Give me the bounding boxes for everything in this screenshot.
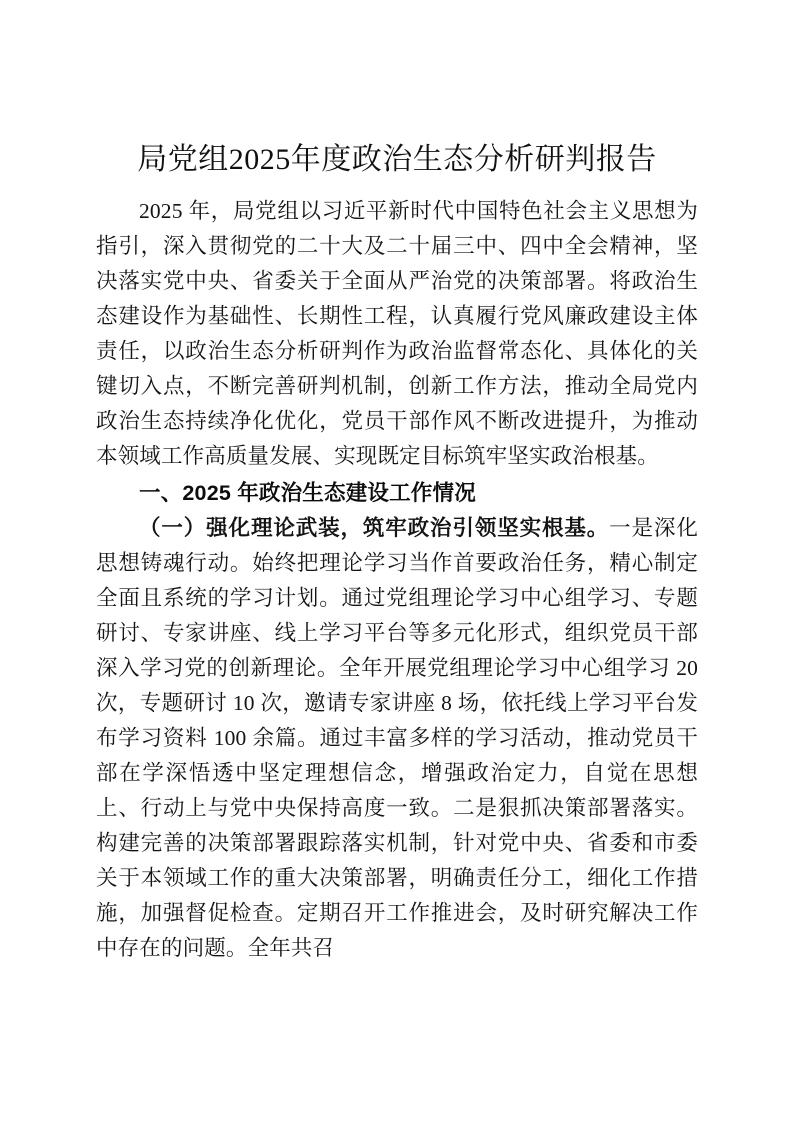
subsection-one-body: 一是深化思想铸魂行动。始终把理论学习当作首要政治任务，精心制定全面且系统的学习计划。通过党组理论学习中心组学习、专题研讨、专家讲座、线上学习平台等多元化形式，组织党员干部深入学习党的创新理论。全年开展党组理论学习中心组学习 20 次，专题研讨 10 次，邀请专家讲座 8 场，依托线上学习平台发布学习资料 100 余篇。通过丰富多样的学习活动，推动党员干部在学深悟透中坚定理想信念，增强政治定力，自觉在思想上、行动上与党中央保持高度一致。二是狠抓决策部署落实。构建完善的决策部署跟踪落实机制，针对党中央、省委和市委关于本领域工作的重大决策部署，明确责任分工，细化工作措施，加强督促检查。定期召开工作推进会，及时研究解决工作中存在的问题。全年共召 [96, 516, 698, 960]
opening-paragraph: 2025 年，局党组以习近平新时代中国特色社会主义思想为指引，深入贯彻党的二十大及二十届三中、四中全会精神，坚决落实党中央、省委关于全面从严治党的决策部署。将政治生态建设作为基础性、长期性工程，认真履行党风廉政建设主体责任，以政治生态分析研判作为政治监督常态化、具体化的关键切入点，不断完善研判机制，创新工作方法，推动全局党内政治生态持续净化优化，党员干部作风不断改进提升，为推动本领域工作高质量发展、实现既定目标筑牢坚实政治根基。 [96, 199, 698, 468]
section-heading-one: 一、2025 年政治生态建设工作情况 [139, 481, 476, 505]
subsection-one-paragraph [96, 511, 698, 966]
subsection-one-lead: （一）强化理论武装，筑牢政治引领坚实根基。 [139, 516, 610, 540]
page-body [96, 138, 698, 966]
page-title: 局党组2025年度政治生态分析研判报告 [137, 143, 657, 176]
